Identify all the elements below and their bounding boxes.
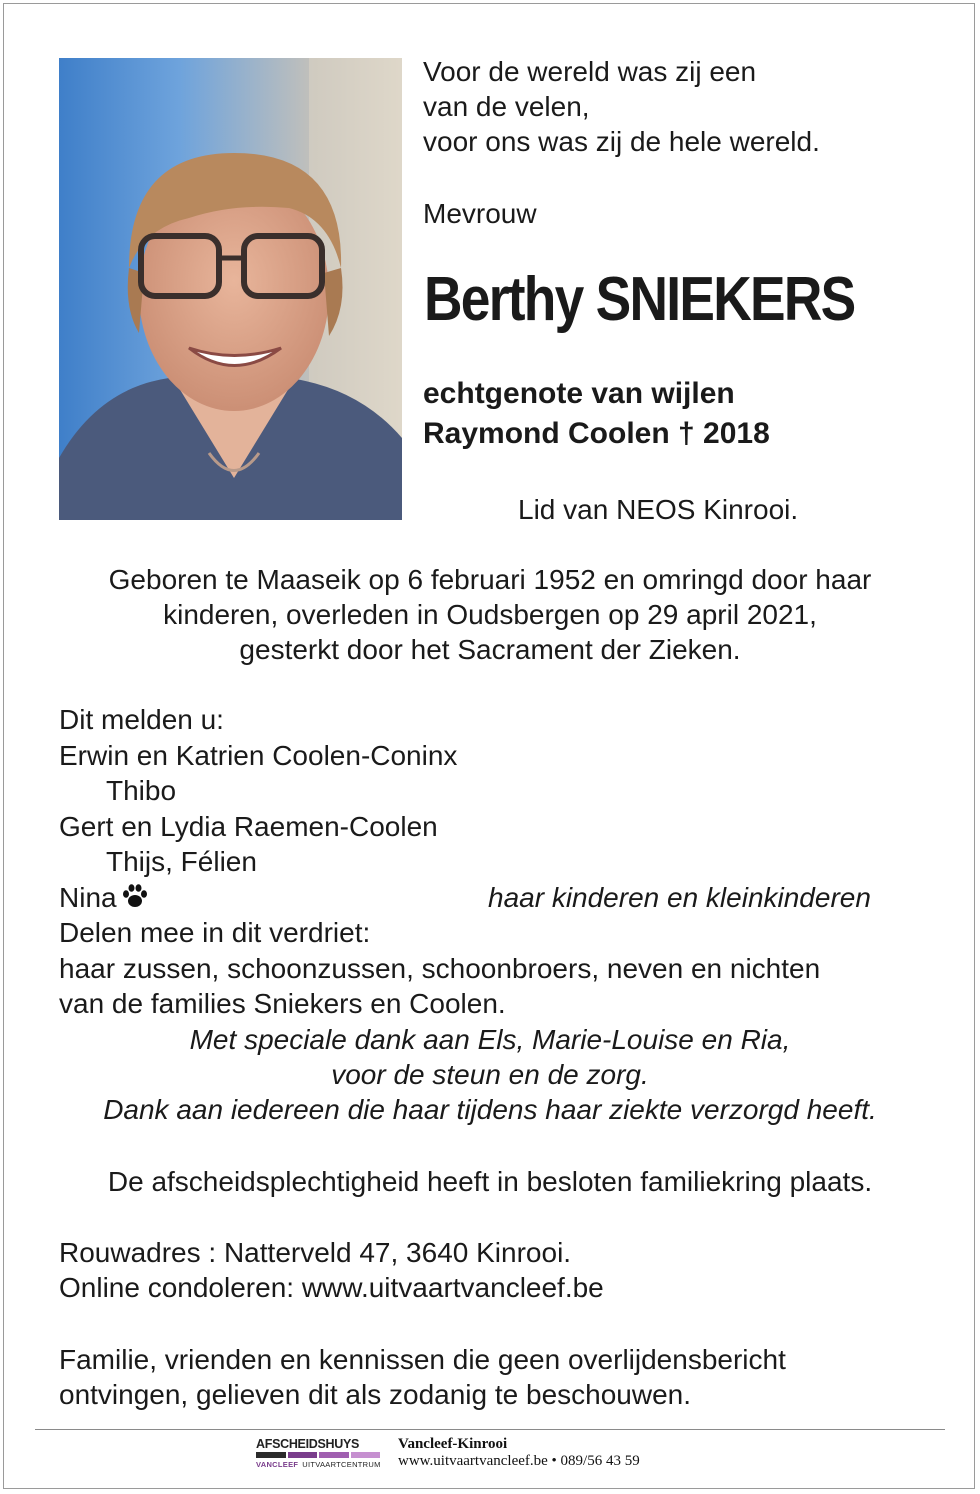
spouse-info: [423, 374, 770, 454]
notice-line: ontvingen, gelieven dit als zodanig te beschouwen.: [59, 1379, 691, 1410]
grandchildren: Thibo: [106, 775, 177, 806]
birth-death-line: Geboren te Maaseik op 6 februari 1952 en omringd door haar: [108, 564, 872, 595]
funeral-home-logo: [256, 1437, 382, 1477]
honorific: Mevrouw: [423, 198, 537, 229]
online-condolence: Online condoleren: www.uitvaartvancleef.be: [59, 1272, 604, 1303]
portrait-photo: [59, 58, 402, 520]
share-intro: Delen mee in dit verdriet:: [59, 917, 371, 948]
funeral-home-name: Vancleef-Kinrooi: [398, 1436, 508, 1452]
logo-title: AFSCHEIDSHUYS: [256, 1437, 360, 1451]
relatives-line: haar zussen, schoonzussen, schoonbroers, neven en nichten: [59, 952, 821, 984]
verse-line: van de velen,: [423, 91, 590, 122]
relation-label: haar kinderen en kleinkinderen: [488, 882, 871, 913]
family-couple: Gert en Lydia Raemen-Coolen: [59, 810, 438, 842]
notice-text: [59, 1342, 786, 1412]
pet-name: Nina: [59, 881, 117, 913]
verse-line: voor ons was zij de hele wereld.: [423, 126, 820, 157]
thanks-line: voor de steun en de zorg.: [331, 1059, 649, 1090]
logo-swatch: [319, 1452, 349, 1458]
thanks-line: Dank aan iedereen die haar tijdens haar ziekte verzorgd heeft.: [103, 1094, 877, 1125]
spouse-line: Raymond Coolen † 2018: [423, 417, 770, 450]
logo-swatch: [288, 1452, 318, 1458]
birth-death-line: kinderen, overleden in Oudsbergen op 29 april 2021,: [163, 599, 817, 630]
footer-divider: [35, 1429, 945, 1430]
paw-icon: [121, 882, 149, 917]
family-couple: Erwin en Katrien Coolen-Coninx: [59, 739, 458, 771]
grandchildren: Thijs, Félien: [106, 846, 257, 877]
family-intro: Dit melden u:: [59, 704, 224, 735]
birth-death-line: gesterkt door het Sacrament der Zieken.: [239, 634, 741, 665]
thanks-text: [0, 1022, 980, 1127]
logo-subtitle: [256, 1460, 382, 1469]
family-list: [59, 702, 820, 1022]
membership: Lid van NEOS Kinrooi.: [518, 494, 799, 525]
ceremony-text: De afscheidsplechtigheid heeft in besloten familiekring plaats.: [107, 1166, 873, 1197]
logo-swatch: [351, 1452, 381, 1458]
logo-color-bar: [256, 1452, 382, 1458]
thanks-line: Met speciale dank aan Els, Marie-Louise en Ria,: [189, 1024, 791, 1055]
deceased-name: Berthy SNIEKERS: [424, 265, 855, 334]
spouse-line: echtgenote van wijlen: [423, 377, 735, 410]
logo-subtext: UITVAARTCENTRUM: [302, 1460, 381, 1469]
funeral-home-contact[interactable]: www.uitvaartvancleef.be • 089/56 43 59: [398, 1453, 640, 1469]
opening-verse: [423, 54, 820, 159]
mourning-address: Rouwadres : Natterveld 47, 3640 Kinrooi.: [59, 1237, 572, 1268]
birth-death-text: [0, 562, 980, 667]
logo-brand: VANCLEEF: [256, 1460, 299, 1469]
logo-swatch: [256, 1452, 286, 1458]
contact-info: [59, 1235, 604, 1305]
verse-line: Voor de wereld was zij een: [423, 56, 757, 87]
relatives-line: van de families Sniekers en Coolen.: [59, 988, 506, 1019]
notice-line: Familie, vrienden en kennissen die geen overlijdensbericht: [59, 1344, 786, 1375]
